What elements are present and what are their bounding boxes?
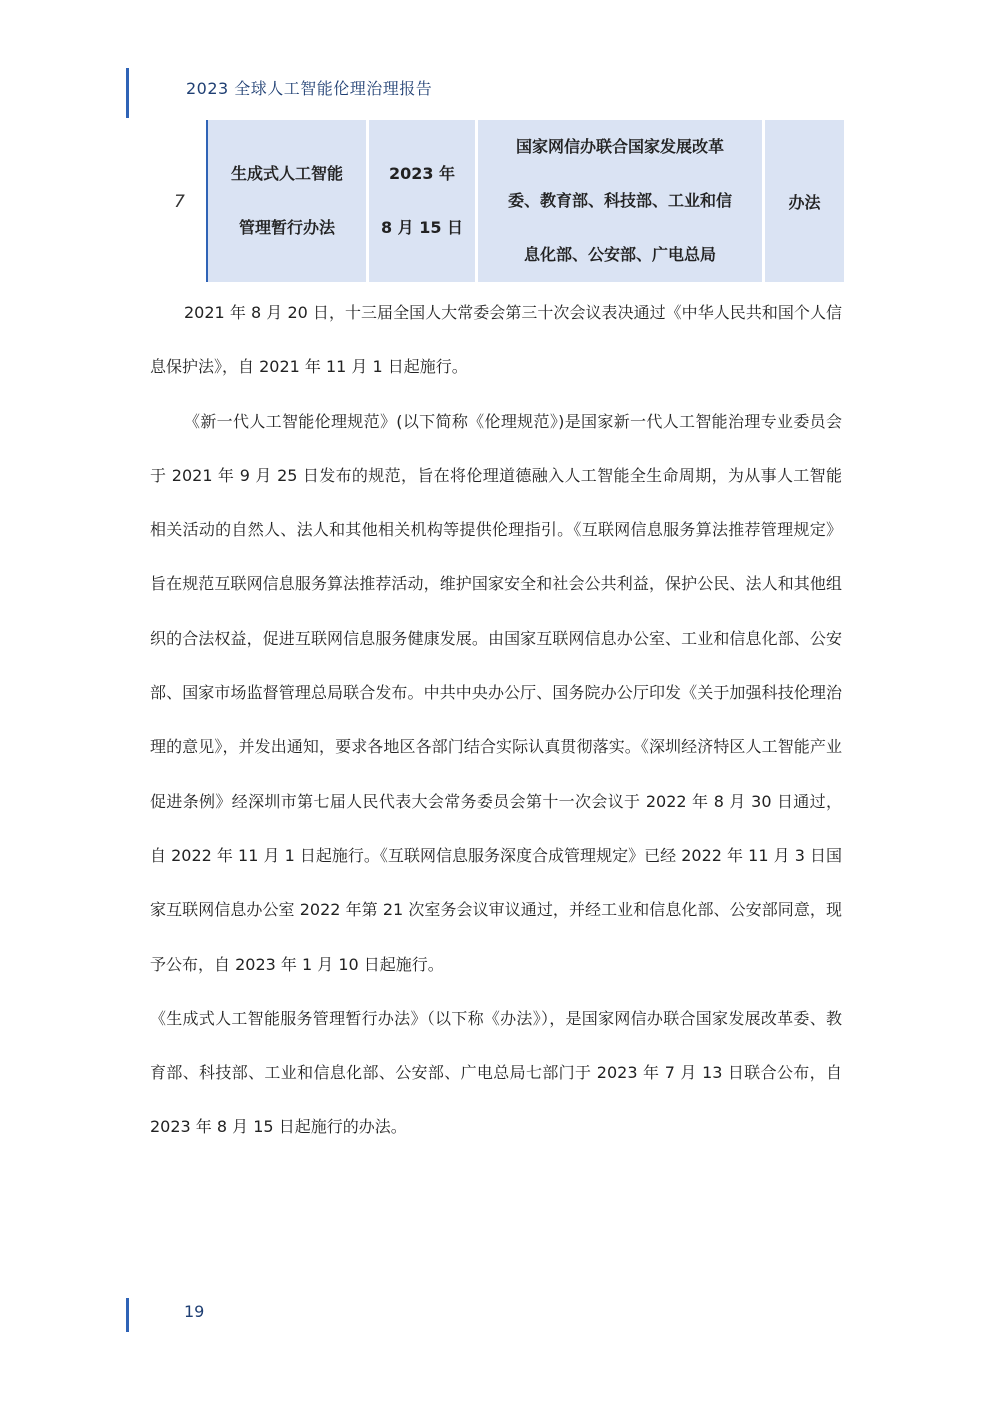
regulation-name-line: 管理暂行办法 xyxy=(238,218,335,237)
table-row-index: 7 xyxy=(174,192,185,212)
issuer-line: 国家网信办联合国家发展改革 xyxy=(515,137,724,156)
body-paragraph: 《新一代人工智能伦理规范》(以下简称《伦理规范》)是国家新一代人工智能治理专业委员会于 2021 年 9 月 25 日发布的规范，旨在将伦理道德融入人工智能全生命周期，为从事人工智能相关活动的自然人、法人和其他相关机构等提供伦理指引。《互联网信息服务算法推荐管理规定》旨在规范互联网信息服务算法推荐活动，维护国家安全和社会公共利益，保护公民、法人和其他组织的合法权益，促进互联网信息服务健康发展。由国家互联网信息办公室、工业和信息化部、公安部、国家市场监督管理总局联合发布。中共中央办公厅、国务院办公厅印发《关于加强科技伦理治理的意见》，并发出通知，要求各地区各部门结合实际认真贯彻落实。《深圳经济特区人工智能产业促进条例》经深圳市第七届人民代表大会常务委员会第十一次会议于 2022 年 8 月 30 日通过，自 2022 年 11 月 1 日起施行。《互联网信息服务深度合成管理规定》已经 2022 年 11 月 3 日国家互联网信息办公室 2022 年第 21 次室务会议审议通过，并经工业和信息化部、公安部同意，现予公布，自 2023 年 1 月 10 日起施行。 xyxy=(150,411,842,974)
regulation-name-line: 生成式人工智能 xyxy=(230,164,343,183)
regulation-name-cell xyxy=(208,120,366,282)
table-row xyxy=(206,120,844,282)
body-text xyxy=(150,286,842,1155)
regulation-type-cell: 办法 xyxy=(765,120,844,282)
page-number: 19 xyxy=(184,1302,205,1321)
issuer-line: 息化部、公安部、广电总局 xyxy=(523,245,716,264)
body-paragraph: 《生成式人工智能服务管理暂行办法》（以下称《办法》），是国家网信办联合国家发展改革委、教育部、科技部、工业和信息化部、公安部、广电总局七部门于 2023 年 7 月 13 日联合公布，自 2023 年 8 月 15 日起施行的办法。 xyxy=(150,1008,842,1137)
body-paragraph: 2021 年 8 月 20 日，十三届全国人大常委会第三十次会议表决通过《中华人民共和国个人信息保护法》，自 2021 年 11 月 1 日起施行。 xyxy=(150,303,842,377)
issuer-line: 委、教育部、科技部、工业和信 xyxy=(507,191,732,210)
page-header-title: 2023 全球人工智能伦理治理报告 xyxy=(186,79,433,98)
effective-date-cell xyxy=(369,120,475,282)
effective-date-line: 2023 年 xyxy=(388,164,456,183)
issuer-cell xyxy=(478,120,762,282)
footer-accent-bar xyxy=(126,1298,129,1332)
header-accent-bar xyxy=(126,68,129,118)
effective-date-line: 8 月 15 日 xyxy=(380,218,464,237)
